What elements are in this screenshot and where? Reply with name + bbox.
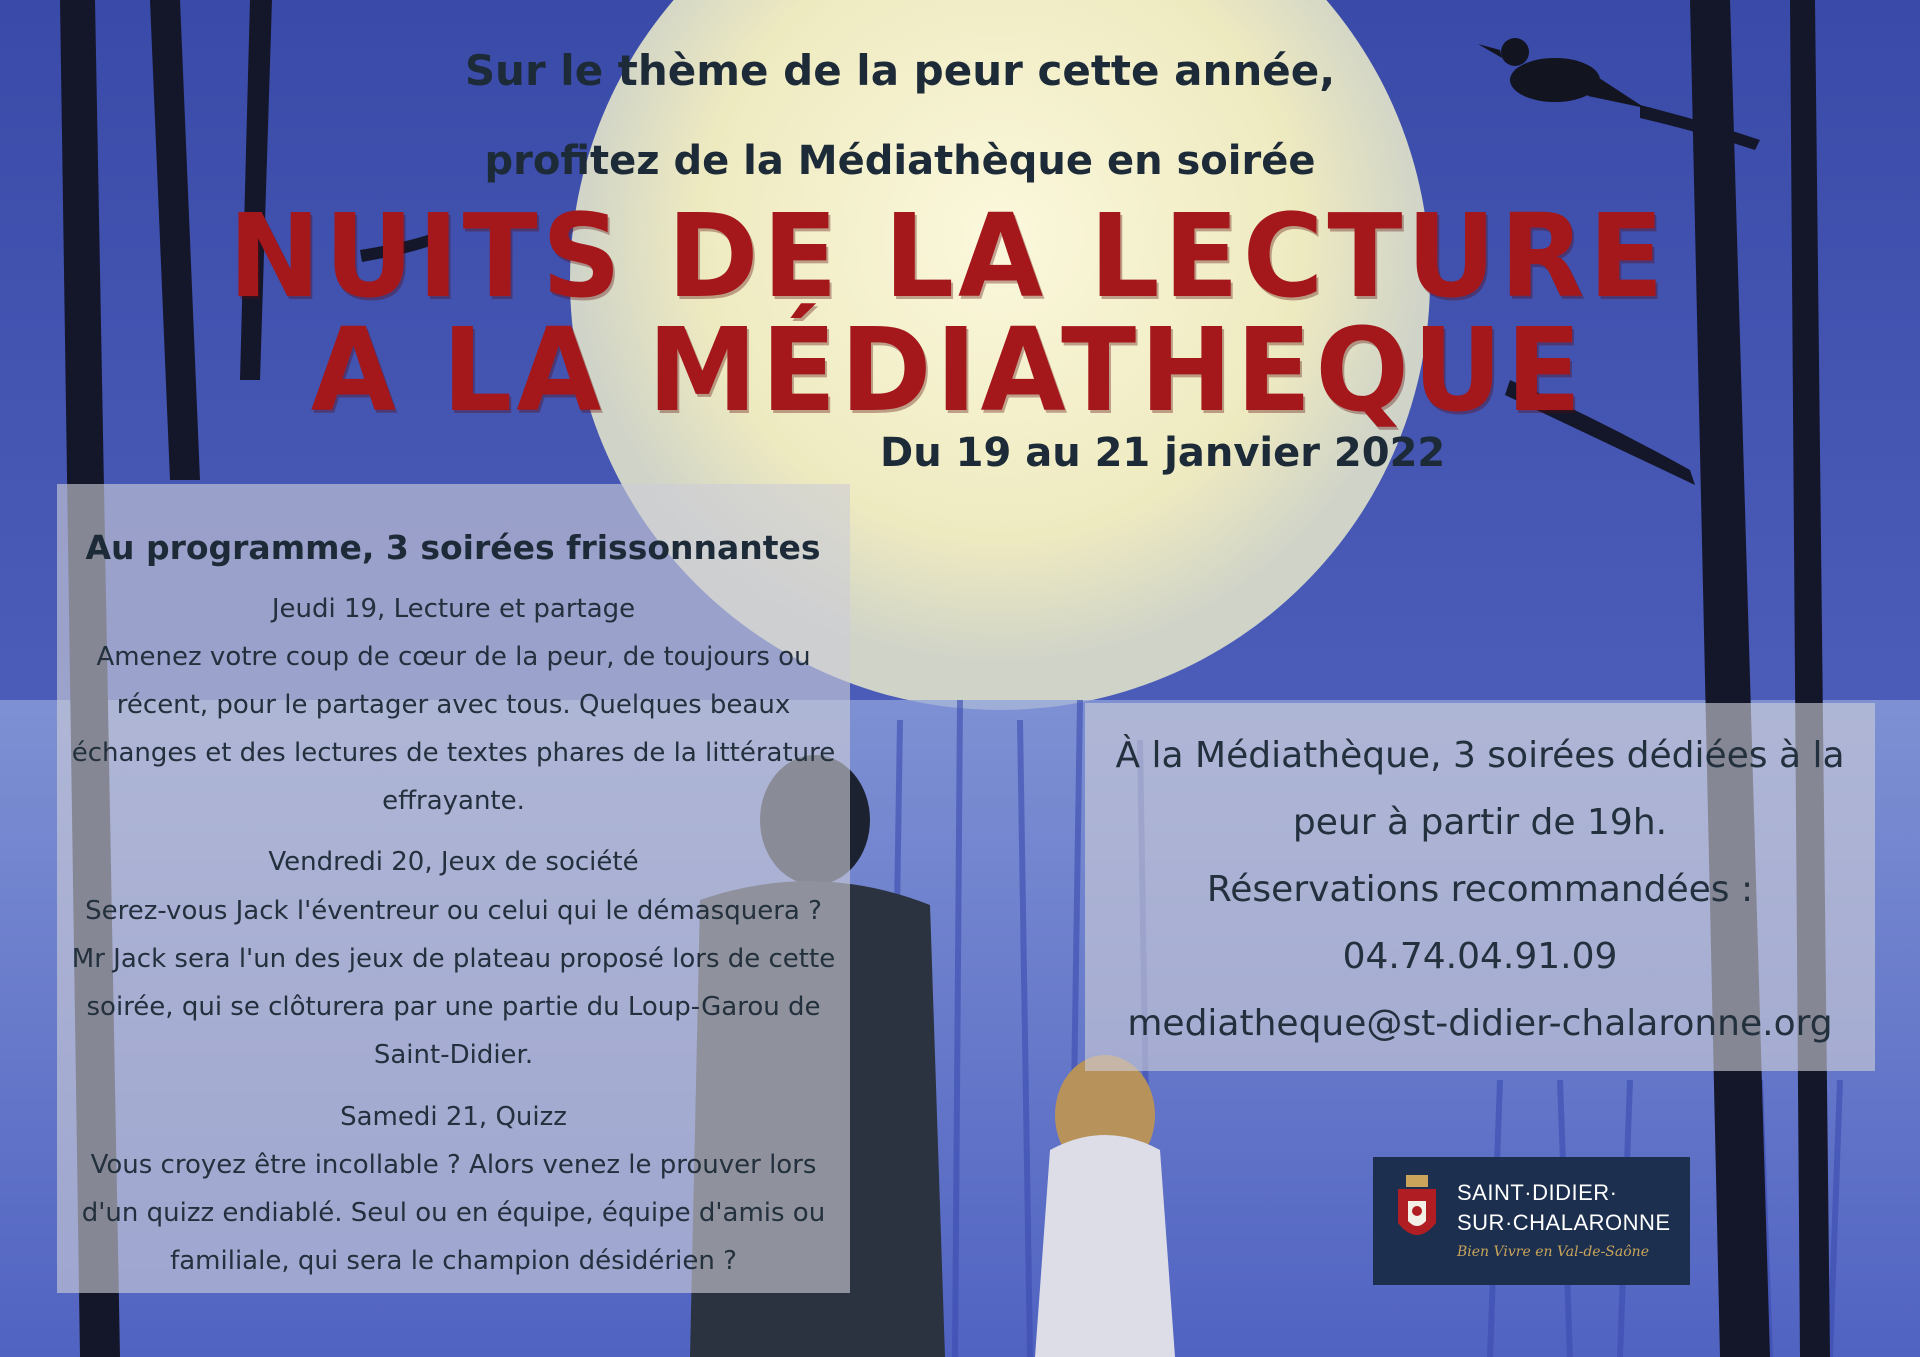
logo-tagline: Bien Vivre en Val-de-Saône (1457, 1244, 1649, 1260)
event-text-line: Vous croyez être incollable ? Alors venez le prouver lors (90, 1150, 817, 1180)
event-dates: Du 19 au 21 janvier 2022 (880, 430, 1446, 476)
event-text-line: Mr Jack sera l'un des jeux de plateau proposé lors de cette (71, 944, 836, 974)
event-title-line-2: A LA MÉDIATHEQUE (310, 302, 1586, 438)
event-text-line: récent, pour le partager avec tous. Quelques beaux (116, 690, 791, 720)
event-title-line-1: NUITS DE LA LECTURE (228, 188, 1668, 324)
event-heading-vendredi: Vendredi 20, Jeux de société (268, 847, 639, 877)
event-text-line: soirée, qui se clôturera par une partie du Loup-Garou de (86, 992, 821, 1022)
event-text-line: effrayante. (382, 786, 525, 816)
logo-line-1: SAINT·DIDIER· (1457, 1180, 1618, 1205)
subtitle-line-2: profitez de la Médiathèque en soirée (484, 138, 1316, 184)
event-text-line: Saint-Didier. (373, 1040, 534, 1070)
event-heading-samedi: Samedi 21, Quizz (340, 1102, 567, 1132)
info-line: peur à partir de 19h. (1292, 802, 1668, 843)
phone-number: 04.74.04.91.09 (1342, 936, 1618, 977)
email-address: mediatheque@st-didier-chalaronne.org (1127, 1003, 1833, 1044)
event-text-line: familiale, qui sera le champion désidérien ? (170, 1246, 737, 1276)
event-text-line: Amenez votre coup de cœur de la peur, de toujours ou (96, 642, 811, 672)
event-heading-jeudi: Jeudi 19, Lecture et partage (271, 594, 636, 624)
subtitle-line-1: Sur le thème de la peur cette année, (464, 46, 1336, 95)
info-line: À la Médiathèque, 3 soirées dédiées à la (1115, 735, 1845, 776)
event-text-line: échanges et des lectures de textes phares de la littérature (71, 738, 836, 768)
logo-line-2: SUR·CHALARONNE (1457, 1210, 1671, 1235)
event-text-line: Serez-vous Jack l'éventreur ou celui qui le démasquera ? (85, 896, 822, 926)
event-text-line: d'un quizz endiablé. Seul ou en équipe, équipe d'amis ou (81, 1198, 826, 1228)
town-crest-icon (1392, 1175, 1442, 1251)
reservation-label: Réservations recommandées : (1206, 869, 1754, 910)
program-title: Au programme, 3 soirées frissonnantes (85, 528, 821, 567)
